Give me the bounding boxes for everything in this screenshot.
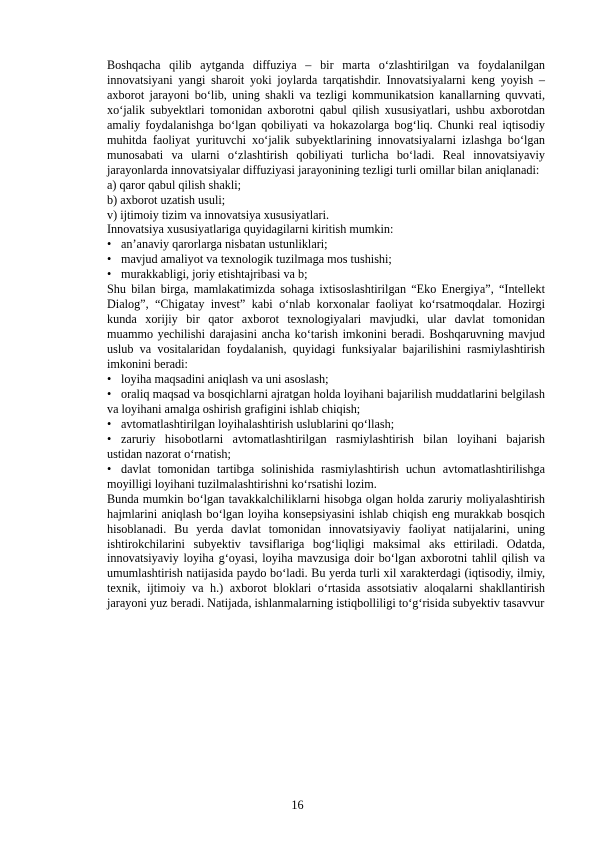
paragraph-diffusion: Boshqacha qilib aytganda diffuziya – bir marta o‘zlashtirilgan va foydalanilgan innovatsiyani yangi sharoit yoki joylarda tarqatishdir. Innovatsiyalarni keng yoyish – axborot jarayoni bo‘lib, uning shakli va tezligi kommunikatsion kanallarning quvvati, xo‘jalik subyektlari tomonidan axborotni qabul qilish xususiyatlari, ushbu axborotdan amaliy foydalanishga bo‘lgan qobiliyati va hokazolarga bog‘liq. Chunki real iqtisodiy muhitda faoliyat yurituvchi xo‘jalik subyektlarining innovatsiyalarni izlashga bo‘lgan munosabati va ularni o‘zlashtirish qobiliyati turlicha bo‘ladi. Real innovatsiyaviy jarayonlarda innovatsiyalar diffuziyasi jarayonining tezligi turli omillar bilan aniqlanadi: [107, 58, 545, 177]
bullet-text: davlat tomonidan tartibga solinishida rasmiylashtirish uchun avtomatlashtirilishga moyilligi loyihani tuzilmalashtirishni ko‘rsatishi lozim. [107, 461, 545, 491]
bullet-icon: • [107, 416, 112, 431]
bullet-text: avtomatlashtirilgan loyihalashtirish uslublarini qo‘llash; [121, 416, 395, 431]
bullet-item [107, 237, 545, 252]
bullet-item [107, 417, 545, 432]
bullet-item [107, 432, 545, 462]
bullet-icon: • [107, 237, 112, 252]
list-item-b: b) axborot uzatish usuli; [107, 192, 226, 207]
bullet-text: mavjud amaliyot va texnologik tuzilmaga mos tushishi; [121, 252, 392, 267]
bullet-icon: • [107, 431, 112, 446]
list-item-a: a) qaror qabul qilish shakli; [107, 177, 242, 192]
bullet-item [107, 267, 545, 282]
bullet-item [107, 462, 545, 492]
bullet-text: loyiha maqsadini aniqlash va uni asoslash; [121, 372, 329, 387]
page-body [107, 58, 545, 611]
bullet-text: murakkabligi, joriy etishtajribasi va b; [121, 267, 308, 282]
bullet-text: oraliq maqsad va bosqichlarni ajratgan holda loyihani bajarilish muddatlarini belgilash va loyihani amalga oshirish grafigini ishlab chiqish; [107, 386, 545, 416]
bullet-icon: • [107, 386, 112, 401]
bullet-text: an’anaviy qarorlarga nisbatan ustunliklari; [121, 237, 328, 252]
bullet-icon: • [107, 461, 112, 476]
bullet-item [107, 252, 545, 267]
bullet-icon: • [107, 252, 112, 267]
paragraph-innovation-features: Innovatsiya xususiyatlariga quyidagilarni kiritish mumkin: [107, 222, 394, 237]
bullet-icon: • [107, 267, 112, 282]
paragraph-concept: Bunda mumkin bo‘lgan tavakkalchiliklarni hisobga olgan holda zaruriy moliyalashtirish hajmlarini aniqlash bo‘lgan loyiha konsepsiyasini ishlab chiqish eng murakkab bosqich hisoblanadi. Bu yerda davlat tomonidan innovatsiyaviy faoliyat natijalarini, uning ishtirokchilarini subyektiv tavsiflariga bog‘liqligi maksimal aks ettiriladi. Odatda, innovatsiyaviy loyiha g‘oyasi, loyiha mavzusiga doir bo‘lgan axborotni tahlil qilish va umumlashtirish natijasida paydo bo‘ladi. Bu yerda turli xil xarakterdagi (iqtisodiy, ilmiy, texnik, ijtimoiy va h.) axborot bloklari o‘rtasida assotsiativ aloqalarni shakllantirish jarayoni yuz beradi. Natijada, ishlanmalarning istiqbolliligi to‘g‘risida subyektiv tasavvur [107, 491, 545, 611]
paragraph-companies: Shu bilan birga, mamlakatimizda sohaga ixtisoslashtirilgan “Eko Energiya”, “Intellekt Dialog”, “Chigatay invest” kabi o‘nlab korxonalar faoliyat ko‘rsatmoqdalar. Hozirgi kunda xorijiy bir qator axborot texnologiyalari mavjudki, ular davlat tomonidan muammo yechilishi darajasini ancha ko‘tarish imkonini beradi. Boshqaruvning mavjud uslub va vositalaridan foydalanish, quyidagi funksiyalar bajarilishini rasmiylashtirish imkonini beradi: [107, 282, 545, 372]
bullet-item [107, 387, 545, 417]
bullet-icon: • [107, 372, 112, 387]
bullet-text: zaruriy hisobotlarni avtomatlashtirilgan rasmiylashtirish bilan loyihani bajarish ustidan nazorat o‘rnatish; [107, 431, 545, 461]
page-number: 16 [291, 798, 304, 812]
list-item-v: v) ijtimoiy tizim va innovatsiya xususiyatlari. [107, 207, 330, 222]
bullet-item [107, 372, 545, 387]
